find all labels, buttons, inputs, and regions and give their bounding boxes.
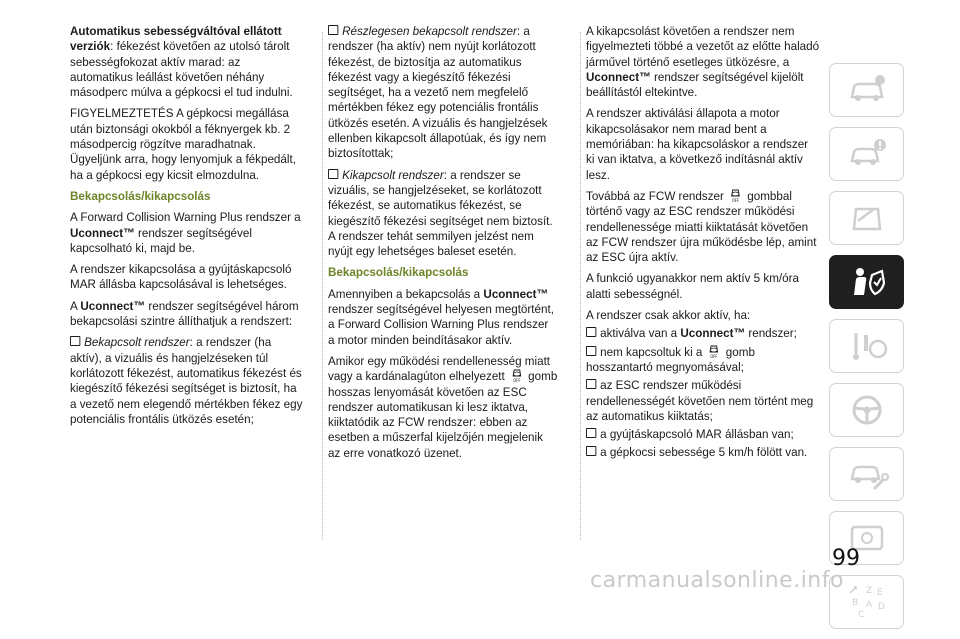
list-item: a gépkocsi sebessége 5 km/h fölött van.	[586, 445, 819, 460]
column-divider-1	[322, 32, 323, 540]
paragraph: Amikor egy működési rendellenesség miatt vagy a kardánalagúton elhelyezett OFF gomb hosszas lenyomását követően az ESC rendszer automatikusan ki lesz iktatva, kiiktatódik az FCW rendszer: ebben az esetben a műszerfal kijelzőjén megjelenik az erre vonatkozó üzenet.	[328, 353, 558, 460]
text-column-2	[328, 24, 557, 467]
section-heading: Bekapcsolás/kikapcsolás	[328, 265, 469, 280]
svg-text:B: B	[851, 598, 858, 608]
tab-maintenance[interactable]	[829, 447, 904, 501]
steering-wheel-icon	[844, 391, 890, 429]
checkbox-bullet-icon	[328, 169, 338, 179]
warning-paragraph: FIGYELMEZTETÉS A gépkocsi megállása után biztonsági okokból a féknyergek kb. 2 másodpercig rögzítve maradhatnak. Ügyeljünk arra, hogy lenyomjuk a fékpedált, ha a gépkocsi egy kicsit elmozdulna.	[70, 106, 296, 182]
list-item: a gyújtáskapcsoló MAR állásban van;	[586, 427, 819, 442]
checkbox-bullet-icon	[586, 327, 596, 337]
paragraph: A rendszer kikapcsolása a gyújtáskapcsoló MAR állásba kapcsolásával is lehetséges.	[70, 262, 292, 292]
text-column-3	[586, 24, 819, 464]
column-divider-2	[580, 32, 581, 540]
paragraph: A rendszer aktiválási állapota a motor kikapcsolásakor nem marad bent a memóriában: ha kikapcsoláskor a rendszer ki van iktatva, a következő indításnál aktív lesz.	[586, 106, 809, 182]
svg-text:C: C	[857, 610, 864, 620]
door-icon	[844, 199, 890, 237]
paragraph: A Uconnect™ rendszer segítségével három bekapcsolási szintre állíthatjuk a rendszert:	[70, 298, 299, 329]
paragraph: Továbbá az FCW rendszer OFF gombbal történő vagy az ESC rendszer működési rendellenessége miatti kiiktatását követően az FCW rendszer újra működésbe lép, amint az ESC újra aktív.	[586, 188, 817, 265]
checkbox-bullet-icon	[586, 446, 596, 456]
tab-warnings[interactable]	[829, 127, 904, 181]
checkbox-bullet-icon	[70, 336, 80, 346]
esc-off-button-icon	[708, 345, 721, 359]
warning-info-icon	[844, 135, 890, 173]
svg-text:OFF: OFF	[512, 378, 521, 384]
paragraph: A rendszer csak akkor aktív, ha:	[586, 308, 751, 323]
paragraph: Automatikus sebességváltóval ellátott verziók: fékezést követően az utolsó tárolt sebességfokozat aktív marad: az automatikus leállást követően néhány másodperc múlva a gépkocsi el tud indulni.	[70, 24, 293, 100]
section-heading: Bekapcsolás/kikapcsolás	[70, 188, 211, 203]
esc-off-button-icon	[510, 369, 523, 383]
watermark: carmanualsonline.info	[590, 568, 844, 593]
tab-steering[interactable]	[829, 383, 904, 437]
checkbox-bullet-icon	[586, 346, 596, 356]
tab-car-info[interactable]	[829, 63, 904, 117]
bullet-item: Kikapcsolt rendszer: a rendszer se vizuális, se hangjelzéseket, se korlátozott fékezést, se automatikus fékezést, se kiegészítő fékezési segítséget nem biztosít. A rendszer tehát semmilyen jelzést nem nyújt egy lehetséges baleset esetén.	[328, 167, 553, 259]
svg-text:OFF: OFF	[731, 197, 740, 203]
steering-tools-icon	[844, 327, 890, 365]
tab-interior[interactable]	[829, 191, 904, 245]
paragraph: A kikapcsolást követően a rendszer nem figyelmezteti többé a vezetőt az előtte haladó járművel történő esetleges ütközésre, a Uconnect™ rendszer segítségével kijelölt beállítástól eltekintve.	[586, 24, 820, 100]
tab-starting-driving[interactable]	[829, 319, 904, 373]
svg-text:E: E	[876, 588, 883, 598]
list-item: az ESC rendszer működési rendellenességét követően nem történt meg az automatikus kiiktatás;	[586, 378, 814, 423]
bullet-item: Bekapcsolt rendszer: a rendszer (ha aktív), a vizuális és hangjelzéseken túl korlátozott fékezést, automatikus fékezést és kiegészítő fékezési segítséget is biztosít, ha a vezető nem elegendő mértékben fékez egy potenciális frontális ütközés esetén;	[70, 335, 303, 426]
paragraph: A Forward Collision Warning Plus rendszer a Uconnect™ rendszer segítségével kapcsolható ki, majd be.	[70, 210, 301, 255]
paragraph: Amennyiben a bekapcsolás a Uconnect™ rendszer segítségével helyesen megtörtént, a Forward Collision Warning Plus rendszer a motor minden beindításakor aktív.	[328, 286, 554, 347]
car-wrench-icon	[844, 455, 890, 493]
checkbox-bullet-icon	[586, 428, 596, 438]
checkbox-bullet-icon	[586, 379, 596, 389]
svg-text:D: D	[877, 602, 885, 612]
svg-text:Z: Z	[865, 586, 872, 596]
list-item: nem kapcsoltuk ki a OFF gomb hosszantartó megnyomásával;	[586, 344, 755, 374]
car-info-icon	[844, 71, 890, 109]
bullet-item: Részlegesen bekapcsolt rendszer: a rendszer (ha aktív) nem nyújt korlátozott fékezést, de biztosítja az automatikus fékezést vagy a kiegészítő fékezési segítséget, ha a vezető nem megfelelő mértékben fékez egy potenciális frontális ütközés esetén. A vizuális és hangjelzések ellenben kikapcsolt állapotúak, és így nem biztosítottak;	[328, 24, 548, 161]
list-item: aktiválva van a Uconnect™ rendszer;	[586, 326, 819, 341]
svg-text:OFF: OFF	[710, 353, 718, 359]
paragraph: A funkció ugyanakkor nem aktív 5 km/óra alatti sebességnél.	[586, 271, 799, 301]
page-number: 99	[832, 546, 860, 571]
text-column-1	[70, 24, 303, 433]
driver-safety-icon	[844, 263, 890, 301]
tab-safety[interactable]	[829, 255, 904, 309]
esc-off-button-icon	[729, 189, 742, 203]
svg-text:A: A	[865, 600, 872, 610]
checkbox-bullet-icon	[328, 25, 338, 35]
index-letters-icon	[844, 583, 890, 621]
